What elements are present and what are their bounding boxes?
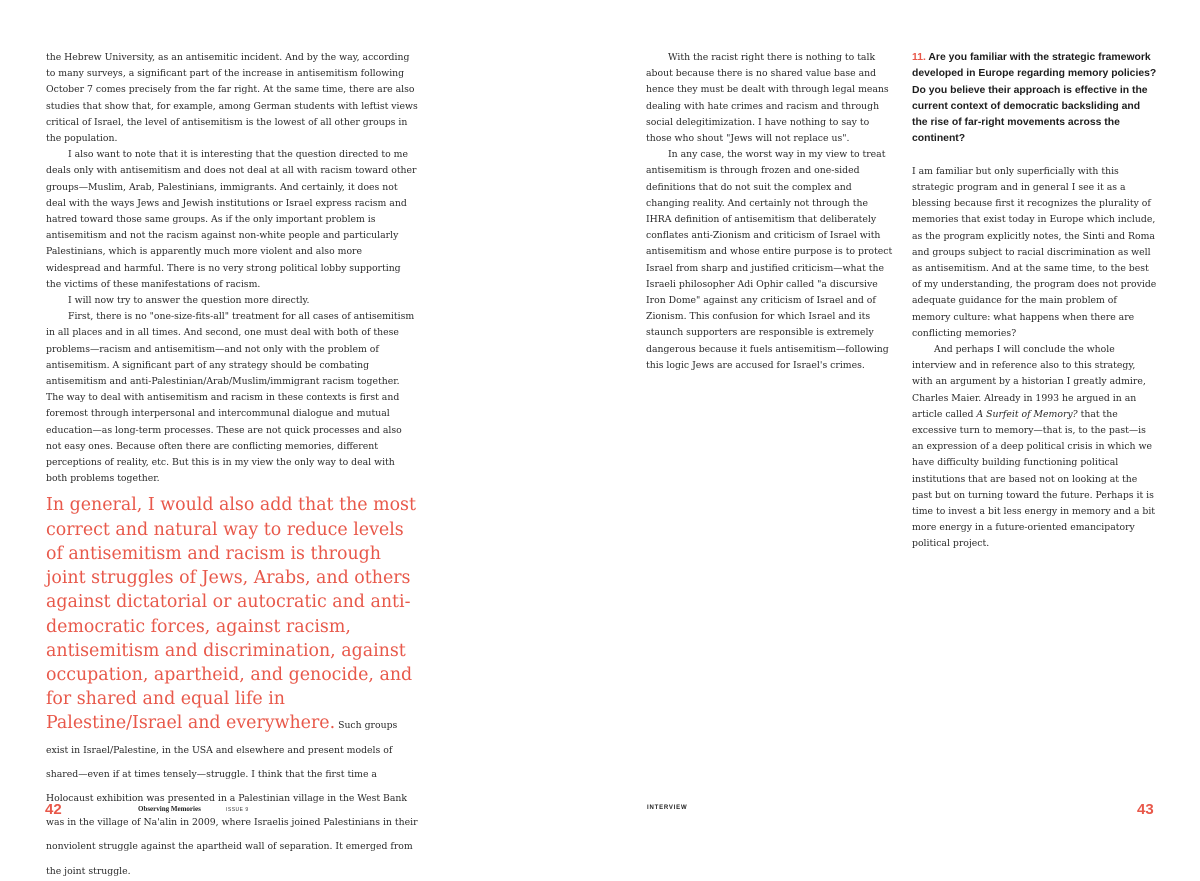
- middle-column: [646, 50, 894, 374]
- pull-quote-continuation: Such groups exist in Israel/Palestine, in the USA and elsewhere and present models of shared—even if at times tensely—struggle. I think that the first time a Holocaust exhibition was presented in a Palestinian village in the West Bank was in the village of Na'alin in 2009, where Israelis joined Palestinians in their nonviolent struggle against the apartheid wall of separation. It emerged from the joint struggle.: [46, 720, 418, 877]
- left-paragraph-1: the Hebrew University, as an antisemitic incident. And by the way, according to many surveys, a significant part of the increase in antisemitism following October 7 comes precisely from the far right. At the same time, there are also studies that show that, for example, among German students with leftist views critical of Israel, the level of antisemitism is the lowest of all other groups in the population.: [46, 52, 418, 145]
- pull-quote: [46, 493, 418, 880]
- pull-quote-text: In general, I would also add that the most correct and natural way to reduce levels of antisemitism and racism is through joint struggles of Jews, Arabs, and others against dictatorial or autocratic and anti-democratic forces, against racism, antisemitism and discrimination, against occupation, apartheid, and genocide, and for shared and equal life in Palestine/Israel and everywhere.: [46, 495, 416, 734]
- section-label: INTERVIEW: [647, 805, 688, 811]
- right-page-number: 43: [1137, 801, 1154, 818]
- left-paragraph-4: First, there is no "one-size-fits-all" treatment for all cases of antisemitism in all places and in all times. And second, one must deal with both of these problems—racism and antisemitism—and not only with the problem of antisemitism. A significant part of any strategy should be combating antisemitism and anti-Palestinian/Arab/Muslim/immigrant racism together. The way to deal with antisemitism and racism in these contexts is first and foremost through interpersonal and intercommunal dialogue and mutual education—as long-term processes. These are not quick processes and also not easy ones. Because often there are conflicting memories, different perceptions of reality, etc. But this is in my view the only way to deal with both problems together.: [46, 311, 415, 485]
- right-column: [912, 50, 1157, 553]
- publication-title: Observing Memories: [138, 805, 201, 813]
- question-text: Are you familiar with the strategic framework developed in Europe regarding memory policies? Do you believe their approach is effective in the current context of democratic backsliding and the rise of far-right movements across the continent?: [912, 52, 1157, 145]
- issue-label: ISSUE 9: [226, 807, 249, 813]
- left-page-number: 42: [45, 801, 62, 818]
- middle-paragraph-1: With the racist right there is nothing to talk about because there is no shared value base and hence they must be dealt with through legal means dealing with hate crimes and racism and through social delegitimization. I have nothing to say to those who shout "Jews will not replace us".: [646, 52, 889, 145]
- right-paragraph-2: [912, 342, 1157, 553]
- right-paragraph-2-end: that the excessive turn to memory—that is, to the past—is an expression of a deep political crisis in which we have difficulty building functioning political institutions that are based not on looking at the past but on turning toward the future. Perhaps it is time to invest a bit less energy in memory and a bit more energy in a future-oriented emancipatory political project.: [912, 408, 1156, 550]
- middle-paragraph-2: In any case, the worst way in my view to treat antisemitism is through frozen and one-sided definitions that do not suit the complex and changing reality. And certainly not through the IHRA definition of antisemitism that deliberately conflates anti-Zionism and criticism of Israel with antisemitism and whose entire purpose is to protect Israel from sharp and justified criticism—what the Israeli philosopher Adi Ophir called "a discursive Iron Dome" against any criticism of Israel and of Zionism. This confusion for which Israel and its staunch supporters are responsible is extremely dangerous because it fuels antisemitism—following this logic Jews are accused for Israel's crimes.: [646, 149, 893, 371]
- right-paragraph-1: I am familiar but only superficially with this strategic program and in general I see it as a blessing because first it recognizes the plurality of memories that exist today in Europe which include, as the program explicitly notes, the Sinti and Roma and groups subject to racial discrimination as well as antisemitism. And at the same time, to the best of my understanding, the program does not provide adequate guidance for the main problem of memory culture: what happens when there are conflicting memories?: [912, 165, 1157, 339]
- left-paragraph-3: I will now try to answer the question more directly.: [68, 295, 310, 307]
- article-title: A Surfeit of Memory?: [976, 408, 1078, 420]
- left-paragraph-2: I also want to note that it is interesting that the question directed to me deals only with antisemitism and does not deal at all with racism toward other groups—Muslim, Arab, Palestinians, immigrants. And certainly, it does not deal with the ways Jews and Jewish institutions or Israel express racism and hatred toward those same groups. As if the only important problem is antisemitism and not the racism against non-white people and particularly Palestinians, which is apparently much more violent and also more widespread and harmful. There is no very strong political lobby supporting the victims of these manifestations of racism.: [46, 149, 417, 290]
- right-paragraph-2-start: And perhaps I will conclude the whole interview and in reference also to this strategy, with an argument by a historian I greatly admire, Charles Maier. Already in 1993 he argued in an article called: [912, 344, 1146, 420]
- left-column: [46, 50, 418, 881]
- interview-question: [912, 50, 1157, 148]
- question-number: 11.: [912, 52, 926, 63]
